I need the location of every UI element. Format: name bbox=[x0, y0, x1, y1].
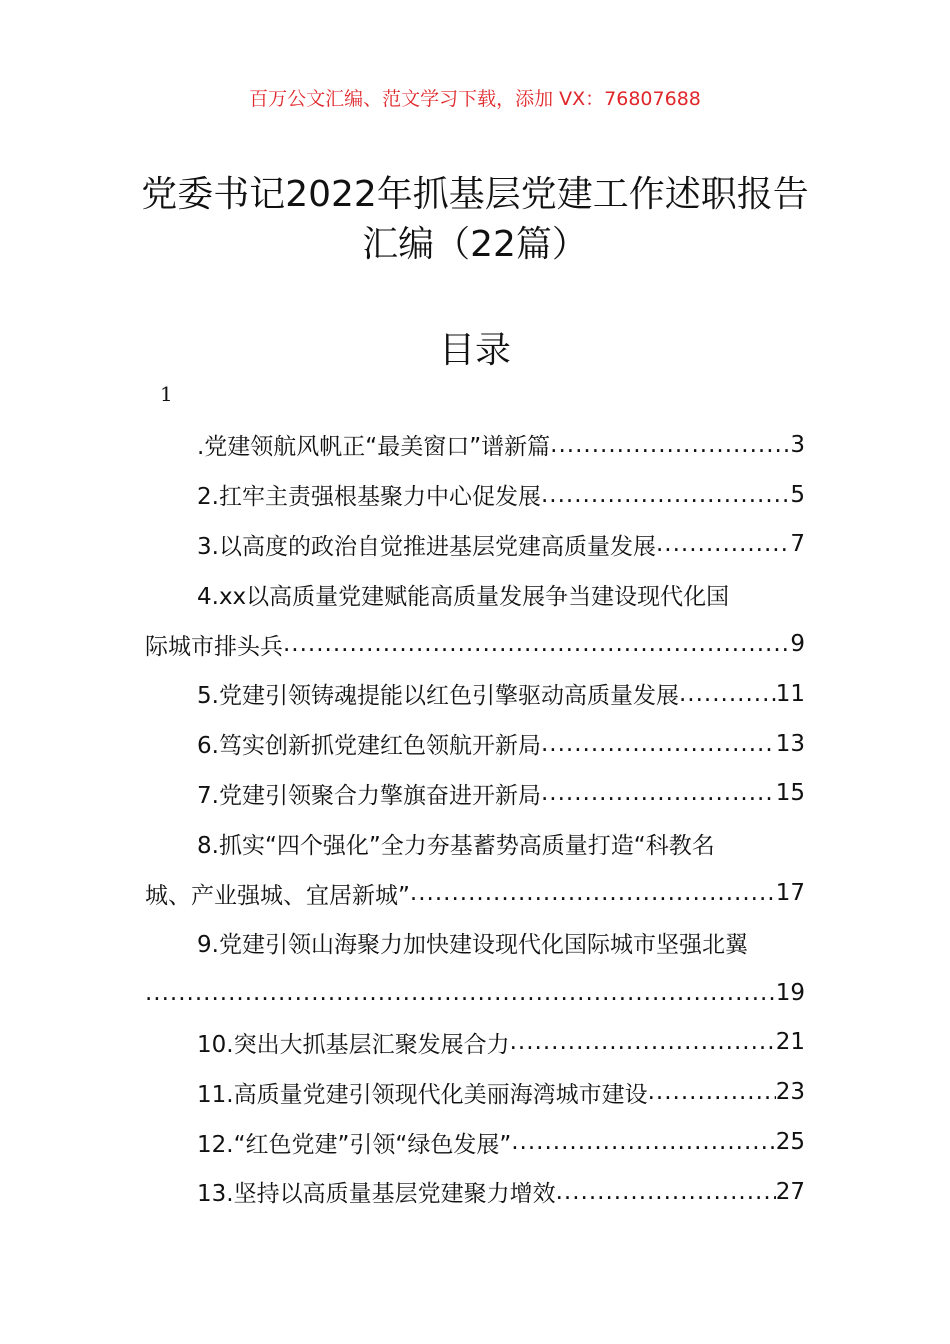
toc-entry-title: 3.以高度的政治自觉推进基层党建高质量发展 bbox=[197, 533, 656, 560]
toc-entry-line bbox=[145, 818, 805, 868]
title-line-2: 汇编（22篇） bbox=[362, 224, 588, 265]
table-of-contents bbox=[145, 420, 805, 1217]
toc-page-number: 13 bbox=[775, 730, 805, 757]
toc-entry-line bbox=[145, 1018, 805, 1068]
toc-entry-line bbox=[145, 719, 805, 769]
toc-entry[interactable] bbox=[145, 669, 805, 719]
toc-entry[interactable] bbox=[145, 470, 805, 520]
toc-leader-dots bbox=[556, 1179, 776, 1205]
toc-entry-title: 12.“红色党建”引领“绿色发展” bbox=[197, 1131, 512, 1158]
toc-leader-dots bbox=[679, 681, 776, 707]
watermark-banner: 百万公文汇编、范文学习下载，添加 VX：76807688 bbox=[249, 88, 701, 110]
toc-entry-title: .党建领航风帆正“最美窗口”谱新篇 bbox=[197, 434, 551, 461]
toc-entry-line bbox=[145, 868, 805, 918]
toc-leader-dots bbox=[541, 482, 790, 508]
toc-entry[interactable] bbox=[145, 1117, 805, 1167]
toc-leader-dots bbox=[550, 432, 790, 458]
toc-page-number: 3 bbox=[790, 431, 805, 458]
toc-page-number: 23 bbox=[775, 1079, 805, 1106]
toc-entry-title-continued: 城、产业强城、宜居新城” bbox=[145, 882, 410, 909]
toc-heading: 目录 bbox=[438, 330, 511, 371]
toc-leader-dots bbox=[145, 980, 776, 1006]
toc-entry[interactable] bbox=[145, 818, 805, 918]
toc-entry-line bbox=[145, 1117, 805, 1167]
toc-entry[interactable] bbox=[145, 420, 805, 470]
toc-entry-line bbox=[145, 769, 805, 819]
toc-entry-line bbox=[145, 420, 805, 470]
toc-page-number: 27 bbox=[775, 1178, 805, 1205]
toc-entry-title-continued: 际城市排头兵 bbox=[145, 633, 283, 660]
toc-entry-line bbox=[145, 1167, 805, 1217]
toc-entry-line bbox=[145, 1067, 805, 1117]
toc-leader-dots bbox=[541, 731, 776, 757]
title-line-1: 党委书记2022年抓基层党建工作述职报告 bbox=[141, 174, 809, 215]
toc-entry[interactable] bbox=[145, 569, 805, 669]
toc-entry-line bbox=[145, 619, 805, 669]
toc-entry-title: 4.xx以高质量党建赋能高质量发展争当建设现代化国 bbox=[197, 583, 730, 610]
toc-entry-title: 10.突出大抓基层汇聚发展合力 bbox=[197, 1031, 510, 1058]
toc-page-number: 15 bbox=[775, 780, 805, 807]
toc-page-number: 19 bbox=[775, 979, 805, 1006]
toc-leader-dots bbox=[648, 1079, 776, 1105]
toc-entry[interactable] bbox=[145, 719, 805, 769]
toc-entry[interactable] bbox=[145, 918, 805, 1018]
toc-entry-line bbox=[145, 520, 805, 570]
toc-entry-line bbox=[145, 470, 805, 520]
toc-leader-dots bbox=[511, 1129, 775, 1155]
stray-number: 1 bbox=[160, 382, 173, 406]
toc-entry-title: 5.党建引领铸魂提能以红色引擎驱动高质量发展 bbox=[197, 683, 679, 710]
toc-leader-dots bbox=[283, 631, 790, 657]
toc-leader-dots bbox=[510, 1029, 776, 1055]
toc-entry-title: 9.党建引领山海聚力加快建设现代化国际城市坚强北翼 bbox=[197, 932, 748, 959]
toc-entry-title: 7.党建引领聚合力擎旗奋进开新局 bbox=[197, 782, 541, 809]
toc-leader-dots bbox=[656, 531, 790, 557]
toc-leader-dots bbox=[541, 780, 776, 806]
toc-entry-title: 11.高质量党建引领现代化美丽海湾城市建设 bbox=[197, 1081, 648, 1108]
toc-entry-line bbox=[145, 569, 805, 619]
toc-entry[interactable] bbox=[145, 1018, 805, 1068]
toc-leader-dots bbox=[410, 880, 776, 906]
toc-entry-title: 13.坚持以高质量基层党建聚力增效 bbox=[197, 1181, 556, 1208]
toc-page-number: 17 bbox=[775, 880, 805, 907]
toc-page-number: 11 bbox=[775, 680, 805, 707]
toc-entry[interactable] bbox=[145, 1167, 805, 1217]
toc-page-number: 21 bbox=[775, 1029, 805, 1056]
toc-entry-title: 2.扛牢主责强根基聚力中心促发展 bbox=[197, 484, 541, 511]
toc-page-number: 25 bbox=[775, 1129, 805, 1156]
document-title bbox=[0, 170, 950, 270]
toc-entry-line bbox=[145, 669, 805, 719]
toc-page-number: 9 bbox=[790, 631, 805, 658]
toc-entry-line bbox=[145, 968, 805, 1018]
toc-entry-title: 8.抓实“四个强化”全力夯基蓄势高质量打造“科教名 bbox=[197, 832, 715, 859]
toc-page-number: 5 bbox=[790, 481, 805, 508]
toc-entry[interactable] bbox=[145, 520, 805, 570]
toc-page-number: 7 bbox=[790, 531, 805, 558]
toc-entry-title: 6.笃实创新抓党建红色领航开新局 bbox=[197, 733, 541, 760]
toc-entry[interactable] bbox=[145, 769, 805, 819]
toc-entry-line bbox=[145, 918, 805, 968]
toc-entry[interactable] bbox=[145, 1067, 805, 1117]
